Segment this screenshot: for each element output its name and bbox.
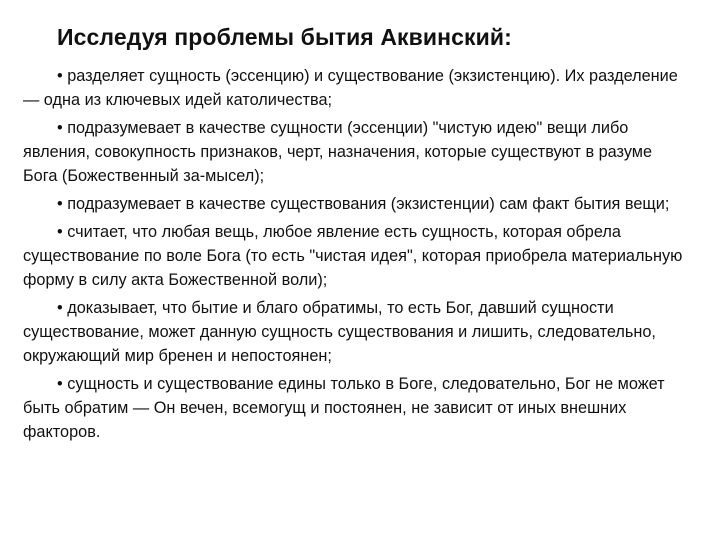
bullet-item-3: • подразумевает в качестве существования (экзистенции) сам факт бытия вещи;: [57, 195, 670, 213]
slide-title: Исследуя проблемы бытия Аквинский:: [57, 24, 512, 50]
slide-body: [23, 64, 685, 448]
bullet-item-5: • доказывает, что бытие и благо обратимы, то есть Бог, давший сущности существование, может данную сущность существования и лишить, следовательно, окружающий мир бренен и непостоянен;: [23, 299, 656, 365]
bullet-item-4: • считает, что любая вещь, любое явление есть сущность, которая обрела существование по воле Бога (то есть "чистая идея", которая приобрела материальную форму в силу акта Божественной воли);: [23, 223, 683, 289]
bullet-item-6: • сущность и существование едины только в Боге, следовательно, Бог не может быть обратим — Он вечен, всемогущ и постоянен, не зависит от иных внешних факторов.: [23, 375, 665, 441]
bullet-item-2: • подразумевает в качестве сущности (эссенции) "чистую идею" вещи либо явления, совокупность признаков, черт, назначения, которые существуют в разуме Бога (Божественный за-мысел);: [23, 119, 653, 185]
bullet-item-1: • разделяет сущность (эссенцию) и существование (экзистенцию). Их разделение — одна из ключевых идей католичества;: [23, 67, 678, 109]
